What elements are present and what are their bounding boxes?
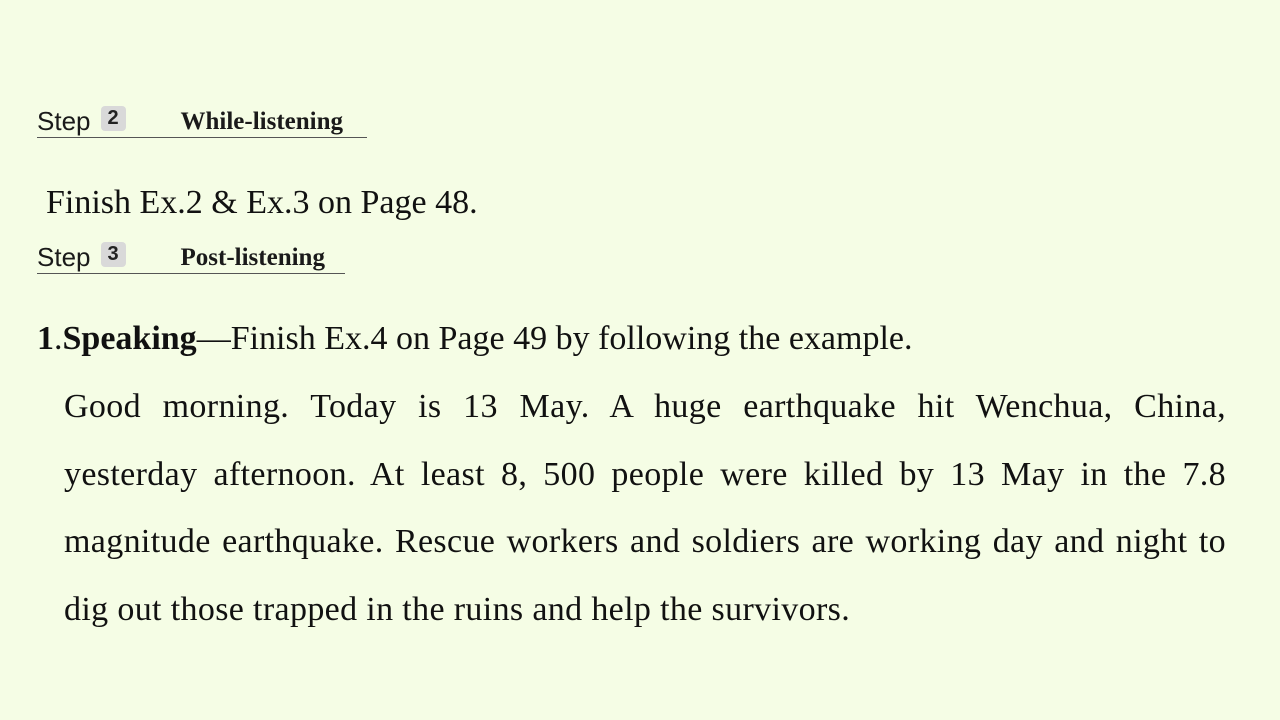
task-text: —Finish Ex.4 on Page 49 by following the example. bbox=[196, 320, 913, 357]
listening-instruction: Finish Ex.2 & Ex.3 on Page 48. bbox=[46, 184, 478, 221]
task-label: Speaking bbox=[62, 320, 197, 357]
step-number-badge: 3 bbox=[101, 242, 126, 267]
step-title: While-listening bbox=[180, 108, 344, 135]
step-label: Step bbox=[37, 106, 91, 136]
task-number: 1 bbox=[37, 320, 54, 357]
example-passage: Good morning. Today is 13 May. A huge earthquake hit Wenchua, China, yesterday afternoon. At least 8, 500 people were killed by 13 May in the 7.8 magnitude earthquake. Rescue workers and soldiers are working day and night to dig out those trapped in the ruins and help the survivors. bbox=[64, 388, 1226, 628]
step-number-badge: 2 bbox=[101, 106, 126, 131]
speaking-task bbox=[37, 318, 913, 360]
step-2-header bbox=[37, 104, 367, 138]
step-label: Step bbox=[37, 242, 91, 272]
step-title: Post-listening bbox=[180, 244, 325, 271]
step-3-header bbox=[37, 240, 345, 274]
task-number-dot: . bbox=[54, 320, 63, 357]
